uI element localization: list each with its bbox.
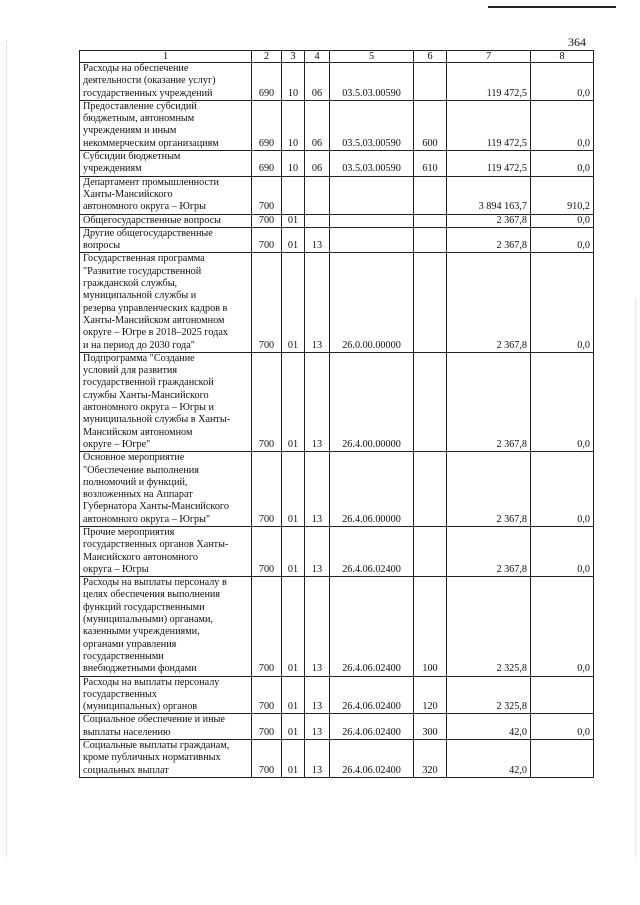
table-row	[80, 253, 594, 352]
row-code-admin: 690	[252, 151, 282, 177]
row-code-type	[414, 253, 447, 352]
row-code-section: 01	[282, 352, 305, 451]
row-code-admin: 700	[252, 253, 282, 352]
row-code-subsection: 13	[305, 676, 330, 714]
row-amount: 42,0	[447, 740, 531, 778]
row-code-type: 600	[414, 100, 447, 150]
table-row	[80, 676, 594, 714]
row-amount-extra: 0,0	[531, 352, 594, 451]
row-code-subsection: 13	[305, 740, 330, 778]
table-row	[80, 214, 594, 227]
row-code-target	[330, 176, 414, 214]
row-amount: 2 367,8	[447, 352, 531, 451]
row-amount-extra: 0,0	[531, 253, 594, 352]
row-code-admin: 690	[252, 63, 282, 101]
row-code-type	[414, 63, 447, 101]
scan-margin-right	[631, 300, 636, 860]
row-code-type: 300	[414, 714, 447, 740]
row-code-section: 01	[282, 577, 305, 676]
row-amount-extra: 0,0	[531, 227, 594, 253]
header-row	[80, 51, 594, 63]
row-code-subsection: 06	[305, 151, 330, 177]
row-code-section: 01	[282, 740, 305, 778]
column-header: 8	[531, 51, 594, 63]
row-code-target: 26.4.06.00000	[330, 452, 414, 527]
row-code-target: 26.4.06.02400	[330, 714, 414, 740]
row-code-section: 01	[282, 526, 305, 576]
row-code-subsection: 13	[305, 352, 330, 451]
row-code-type: 610	[414, 151, 447, 177]
column-header: 4	[305, 51, 330, 63]
row-code-type	[414, 352, 447, 451]
row-amount: 2 325,8	[447, 676, 531, 714]
row-code-section: 10	[282, 100, 305, 150]
row-code-admin: 690	[252, 100, 282, 150]
row-code-subsection: 13	[305, 452, 330, 527]
row-code-admin: 700	[252, 352, 282, 451]
column-header: 2	[252, 51, 282, 63]
row-code-subsection: 13	[305, 577, 330, 676]
row-code-admin: 700	[252, 714, 282, 740]
column-header: 3	[282, 51, 305, 63]
row-code-section: 01	[282, 227, 305, 253]
table-row	[80, 176, 594, 214]
row-amount: 2 367,8	[447, 253, 531, 352]
column-header: 1	[80, 51, 252, 63]
row-description: Расходы на выплаты персоналу государственных (муниципальных) органов	[80, 676, 252, 714]
row-code-subsection: 13	[305, 227, 330, 253]
row-amount-extra: 0,0	[531, 452, 594, 527]
row-amount: 2 367,8	[447, 227, 531, 253]
row-code-subsection: 13	[305, 526, 330, 576]
row-code-target: 26.4.06.02400	[330, 526, 414, 576]
row-amount: 119 472,5	[447, 63, 531, 101]
row-code-admin: 700	[252, 452, 282, 527]
row-amount-extra	[531, 676, 594, 714]
row-code-target: 03.5.03.00590	[330, 63, 414, 101]
table-row	[80, 151, 594, 177]
row-code-admin: 700	[252, 577, 282, 676]
table-row	[80, 63, 594, 101]
row-description: Социальные выплаты гражданам, кроме публичных нормативных социальных выплат	[80, 740, 252, 778]
row-code-type	[414, 452, 447, 527]
row-code-subsection: 13	[305, 714, 330, 740]
row-code-target	[330, 227, 414, 253]
row-description: Другие общегосударственные вопросы	[80, 227, 252, 253]
row-description: Расходы на обеспечение деятельности (оказание услуг) государственных учреждений	[80, 63, 252, 101]
row-code-section: 01	[282, 214, 305, 227]
table-row	[80, 577, 594, 676]
page-number: 364	[568, 35, 586, 49]
row-code-section: 01	[282, 676, 305, 714]
row-code-target	[330, 214, 414, 227]
row-code-type	[414, 214, 447, 227]
row-code-section: 01	[282, 452, 305, 527]
row-code-admin: 700	[252, 176, 282, 214]
row-code-section: 10	[282, 63, 305, 101]
row-code-section: 10	[282, 151, 305, 177]
row-amount: 3 894 163,7	[447, 176, 531, 214]
row-code-target: 03.5.03.00590	[330, 151, 414, 177]
row-code-section: 01	[282, 714, 305, 740]
table-row	[80, 526, 594, 576]
row-amount-extra: 0,0	[531, 63, 594, 101]
row-amount: 2 367,8	[447, 214, 531, 227]
row-amount: 2 367,8	[447, 452, 531, 527]
column-header: 7	[447, 51, 531, 63]
row-description: Расходы на выплаты персоналу в целях обеспечения выполнения функций государственными (муниципальными) органами, казенными учреждениями, органами управления государственными внебюджетными фондами	[80, 577, 252, 676]
row-code-admin: 700	[252, 740, 282, 778]
row-code-type	[414, 526, 447, 576]
table-row	[80, 227, 594, 253]
row-description: Прочие мероприятия государственных органов Ханты- Мансийского автономного округа – Югры	[80, 526, 252, 576]
row-amount-extra: 0,0	[531, 577, 594, 676]
row-code-target: 26.4.00.00000	[330, 352, 414, 451]
row-code-section	[282, 176, 305, 214]
top-rule	[488, 6, 616, 8]
row-amount-extra: 910,2	[531, 176, 594, 214]
row-code-admin: 700	[252, 676, 282, 714]
row-amount-extra: 0,0	[531, 100, 594, 150]
row-description: Подпрограмма "Создание условий для развития государственной гражданской службы Ханты-Мансийского автономного округа – Югры и муниципальной службы в Ханты- Мансийском автономном округе – Югре"	[80, 352, 252, 451]
row-description: Основное мероприятие "Обеспечение выполнения полномочий и функций, возложенных на Аппарат Губернатора Ханты-Мансийского автономного округа – Югры"	[80, 452, 252, 527]
row-code-target: 26.4.06.02400	[330, 740, 414, 778]
budget-table	[79, 50, 594, 778]
row-amount: 42,0	[447, 714, 531, 740]
row-description: Субсидии бюджетным учреждениям	[80, 151, 252, 177]
row-code-subsection: 13	[305, 253, 330, 352]
row-amount-extra: 0,0	[531, 214, 594, 227]
column-header: 5	[330, 51, 414, 63]
row-amount: 2 367,8	[447, 526, 531, 576]
row-code-type: 320	[414, 740, 447, 778]
row-amount: 2 325,8	[447, 577, 531, 676]
row-code-admin: 700	[252, 526, 282, 576]
row-code-admin: 700	[252, 227, 282, 253]
row-description: Департамент промышленности Ханты-Мансийского автономного округа – Югры	[80, 176, 252, 214]
row-code-section: 01	[282, 253, 305, 352]
row-code-subsection: 06	[305, 100, 330, 150]
row-code-target: 26.0.00.00000	[330, 253, 414, 352]
row-description: Социальное обеспечение и иные выплаты населению	[80, 714, 252, 740]
table-row	[80, 714, 594, 740]
row-code-target: 03.5.03.00590	[330, 100, 414, 150]
row-amount: 119 472,5	[447, 151, 531, 177]
table-row	[80, 100, 594, 150]
row-code-target: 26.4.06.02400	[330, 676, 414, 714]
row-amount-extra: 0,0	[531, 151, 594, 177]
table-row	[80, 740, 594, 778]
row-code-type: 120	[414, 676, 447, 714]
row-code-type: 100	[414, 577, 447, 676]
table-row	[80, 352, 594, 451]
row-code-admin: 700	[252, 214, 282, 227]
row-description: Предоставление субсидий бюджетным, автономным учреждениям и иным некоммерческим организациям	[80, 100, 252, 150]
row-code-subsection	[305, 214, 330, 227]
row-code-type	[414, 176, 447, 214]
row-code-target: 26.4.06.02400	[330, 577, 414, 676]
row-code-subsection: 06	[305, 63, 330, 101]
row-amount-extra: 0,0	[531, 526, 594, 576]
row-code-type	[414, 227, 447, 253]
row-code-subsection	[305, 176, 330, 214]
row-amount: 119 472,5	[447, 100, 531, 150]
row-description: Общегосударственные вопросы	[80, 214, 252, 227]
row-amount-extra	[531, 740, 594, 778]
column-header: 6	[414, 51, 447, 63]
row-description: Государственная программа "Развитие государственной гражданской службы, муниципальной службы и резерва управленческих кадров в Ханты-Мансийском автономном округе – Югре в 2018–2025 годах и на период до 2030 года"	[80, 253, 252, 352]
row-amount-extra: 0,0	[531, 714, 594, 740]
table-row	[80, 452, 594, 527]
scan-margin-left	[6, 40, 13, 860]
